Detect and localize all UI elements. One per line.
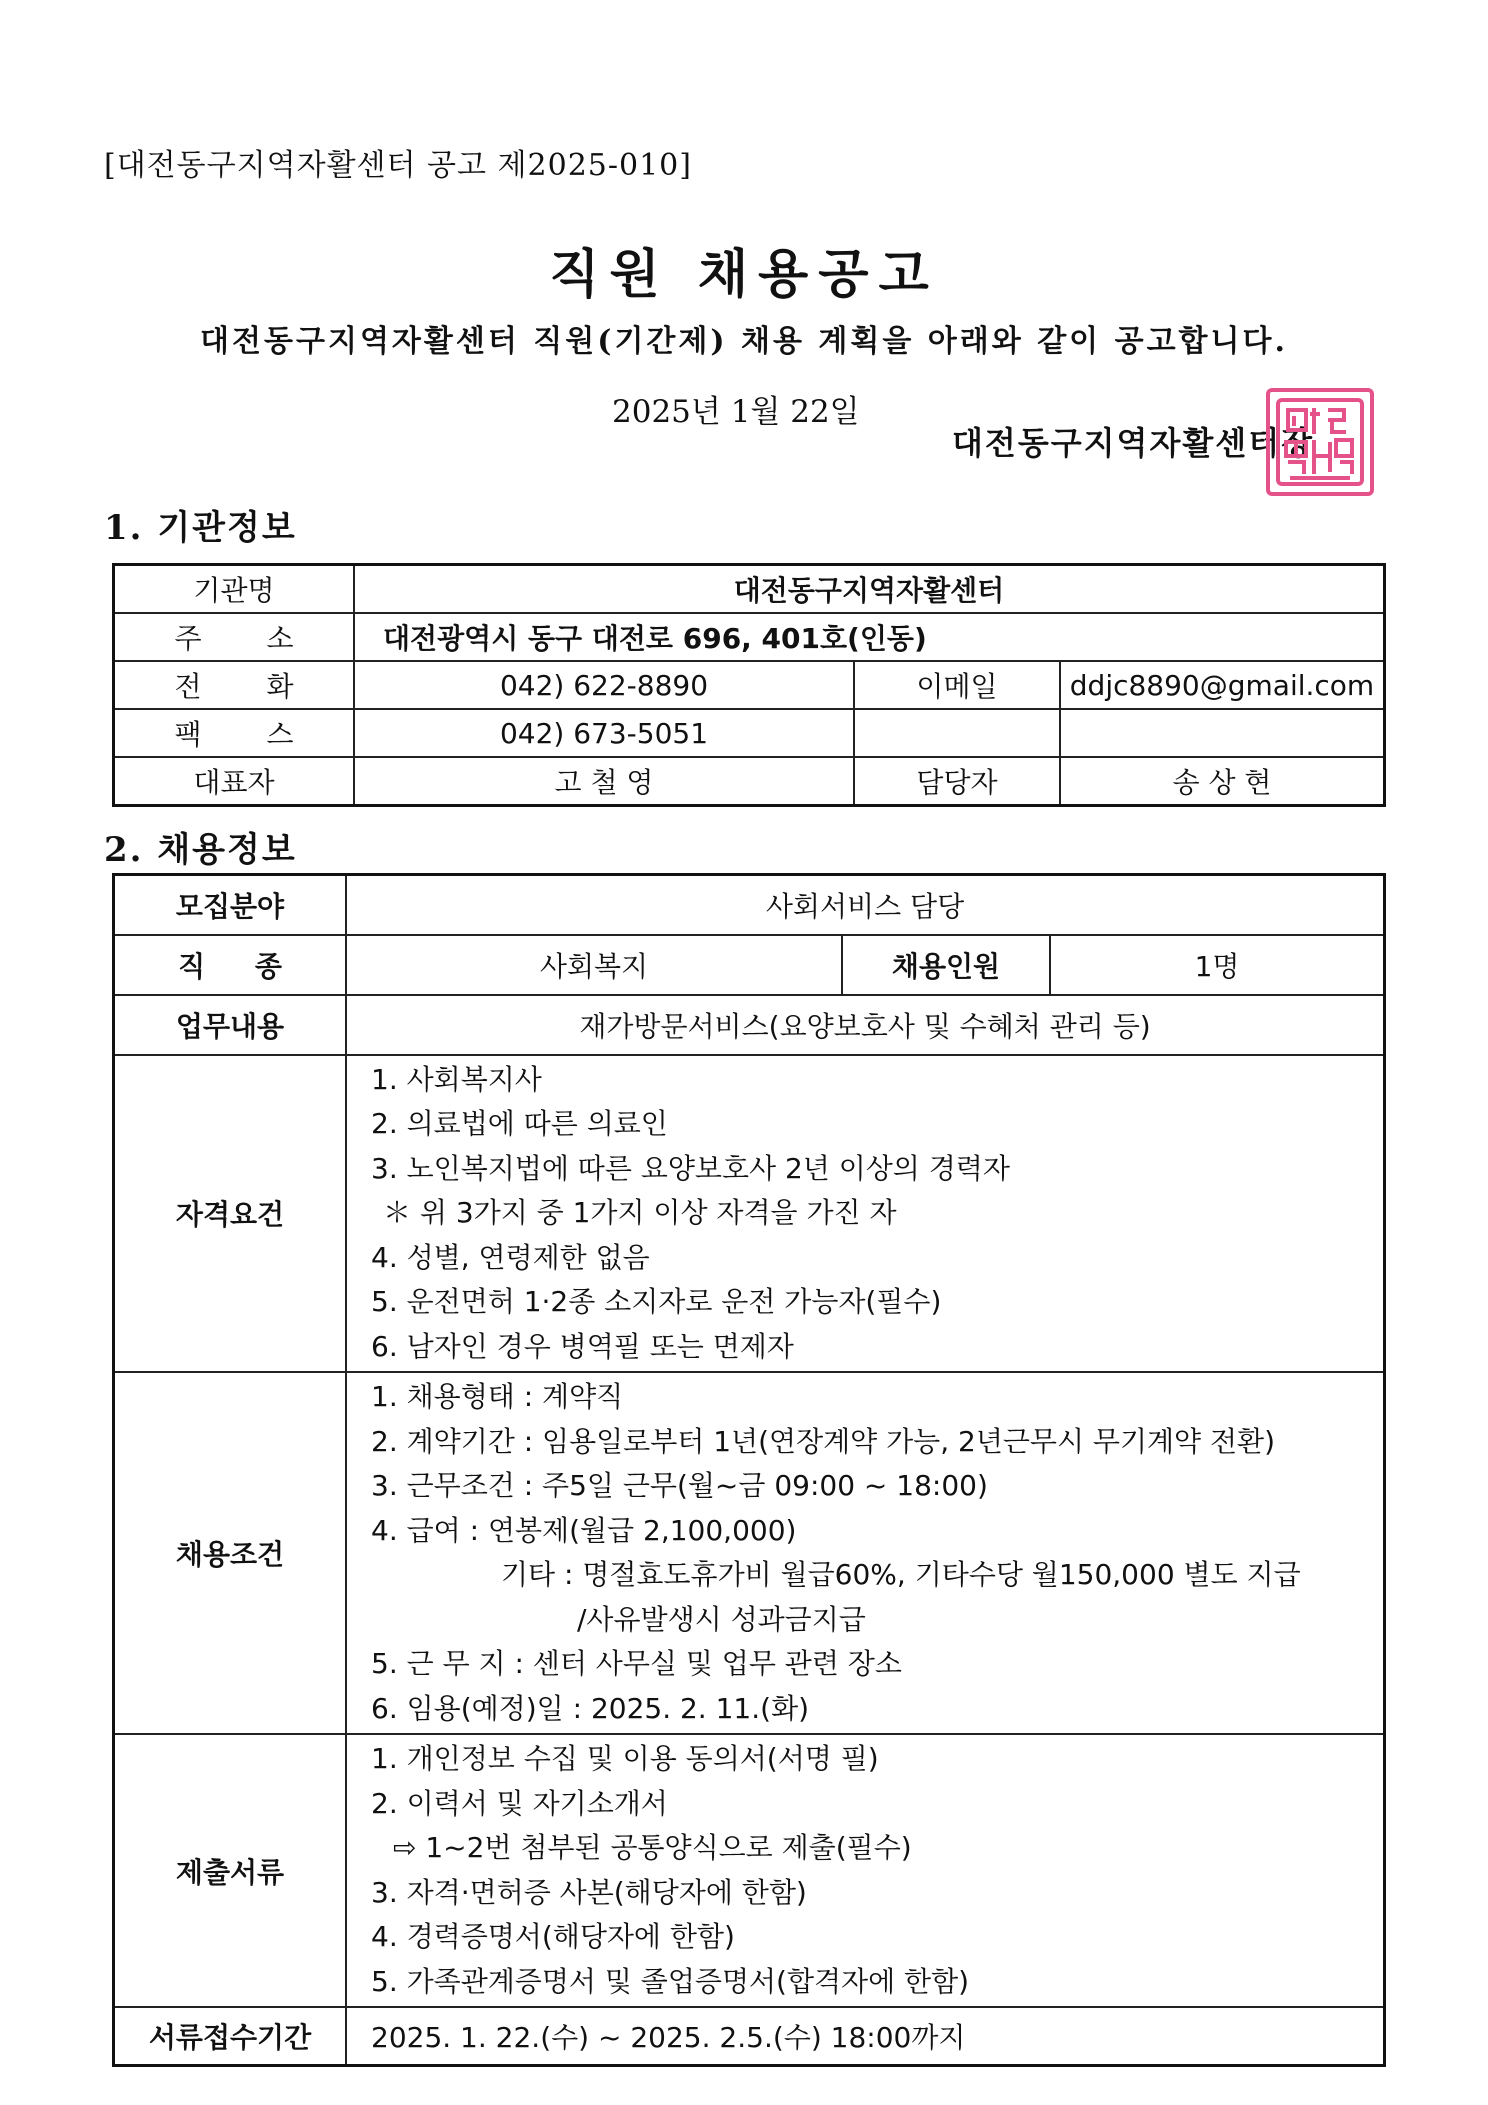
label-email: 이메일	[854, 661, 1060, 709]
list-item: 5. 운전면허 1·2종 소지자로 운전 가능자(필수)	[371, 1285, 942, 1318]
notice-date: 2025년 1월 22일	[612, 394, 860, 430]
label-documents: 제출서류	[114, 1734, 347, 2007]
value-period: 2025. 1. 22.(수) ~ 2025. 2.5.(수) 18:00까지	[346, 2007, 1385, 2065]
value-job-type: 사회복지	[346, 935, 842, 995]
list-item: 기타 : 명절효도휴가비 월급60%, 기타수당 월150,000 별도 지급	[501, 1558, 1301, 1591]
list-item: 2. 의료법에 따른 의료인	[371, 1107, 668, 1140]
section-heading-org-info: 1. 기관정보	[104, 508, 297, 548]
label-fax: 팩 스	[114, 709, 355, 757]
org-info-table	[112, 563, 1386, 807]
list-item: 1. 사회복지사	[371, 1062, 542, 1096]
label-representative: 대표자	[114, 757, 355, 806]
label-headcount: 채용인원	[842, 935, 1050, 995]
table-row	[114, 613, 1385, 661]
label-contact: 담당자	[854, 757, 1060, 806]
value-fax: 042) 673-5051	[354, 709, 854, 757]
label-phone: 전 화	[114, 661, 355, 709]
notice-number: [대전동구지역자활센터 공고 제2025-010]	[104, 148, 692, 183]
section-heading-recruit-info: 2. 채용정보	[104, 830, 297, 870]
table-row	[114, 661, 1385, 709]
subtitle: 대전동구지역자활센터 직원(기간제) 채용 계획을 아래와 같이 공고합니다.	[200, 324, 1288, 359]
list-item: 5. 가족관계증명서 및 졸업증명서(합격자에 한함)	[371, 1964, 970, 1998]
label-org-name: 기관명	[114, 565, 355, 614]
table-row	[114, 875, 1385, 935]
table-row	[114, 1372, 1385, 1734]
list-item: 1. 개인정보 수집 및 이용 동의서(서명 필)	[371, 1742, 879, 1775]
table-row	[114, 2007, 1385, 2065]
seal-graphic	[1270, 392, 1370, 492]
list-item: 2. 이력서 및 자기소개서	[371, 1786, 668, 1820]
value-phone: 042) 622-8890	[354, 661, 854, 709]
label-conditions: 채용조건	[114, 1372, 347, 1734]
value-contact: 송 상 현	[1060, 757, 1385, 806]
empty-cell	[1060, 709, 1385, 757]
list-item: 1. 채용형태 : 계약직	[371, 1380, 624, 1413]
table-row	[114, 709, 1385, 757]
table-row	[114, 995, 1385, 1055]
list-item: 4. 급여 : 연봉제(월급 2,100,000)	[371, 1513, 797, 1547]
label-address: 주 소	[114, 613, 355, 661]
value-headcount: 1명	[1050, 935, 1385, 995]
list-item: 5. 근 무 지 : 센터 사무실 및 업무 관련 장소	[371, 1647, 902, 1680]
documents-list	[346, 1734, 1385, 2007]
label-field: 모집분야	[114, 875, 347, 935]
list-item: ＊ 위 3가지 중 1가지 이상 자격을 가진 자	[383, 1196, 897, 1229]
table-row	[114, 757, 1385, 806]
list-item: 3. 자격·면허증 사본(해당자에 한함)	[371, 1875, 807, 1909]
table-row	[114, 1734, 1385, 2007]
empty-cell	[854, 709, 1060, 757]
list-item: 3. 노인복지법에 따른 요양보호사 2년 이상의 경력자	[371, 1151, 1010, 1185]
label-job-type: 직 종	[114, 935, 347, 995]
value-field: 사회서비스 담당	[346, 875, 1385, 935]
value-address: 대전광역시 동구 대전로 696, 401호(인동)	[354, 613, 1385, 661]
list-item: 4. 성별, 연령제한 없음	[371, 1240, 650, 1274]
table-row	[114, 565, 1385, 614]
list-item: 3. 근무조건 : 주5일 근무(월~금 09:00 ~ 18:00)	[371, 1469, 988, 1502]
list-item: 6. 임용(예정)일 : 2025. 2. 11.(화)	[371, 1691, 810, 1725]
list-item: /사유발생시 성과금지급	[577, 1602, 866, 1636]
label-duties: 업무내용	[114, 995, 347, 1055]
value-representative: 고 철 영	[354, 757, 854, 806]
list-item: 4. 경력증명서(해당자에 한함)	[371, 1920, 735, 1953]
label-period: 서류접수기간	[114, 2007, 347, 2065]
list-item: ⇨ 1~2번 첨부된 공통양식으로 제출(필수)	[393, 1831, 912, 1864]
label-qualifications: 자격요건	[114, 1055, 347, 1373]
table-row	[114, 1055, 1385, 1373]
value-duties: 재가방문서비스(요양보호사 및 수혜처 관리 등)	[346, 995, 1385, 1055]
value-email: ddjc8890@gmail.com	[1060, 661, 1385, 709]
conditions-list	[346, 1372, 1385, 1734]
issuer-name: 대전동구지역자활센터장	[952, 424, 1315, 462]
list-item: 6. 남자인 경우 병역필 또는 면제자	[371, 1329, 794, 1363]
value-org-name: 대전동구지역자활센터	[354, 565, 1385, 614]
list-item: 2. 계약기간 : 임용일로부터 1년(연장계약 가능, 2년근무시 무기계약 전환)	[371, 1424, 1276, 1458]
recruit-info-table	[112, 873, 1386, 2067]
qualifications-list	[346, 1055, 1385, 1373]
table-row	[114, 935, 1385, 995]
page-title: 직원 채용공고	[549, 244, 939, 305]
official-seal-icon	[1266, 388, 1374, 496]
